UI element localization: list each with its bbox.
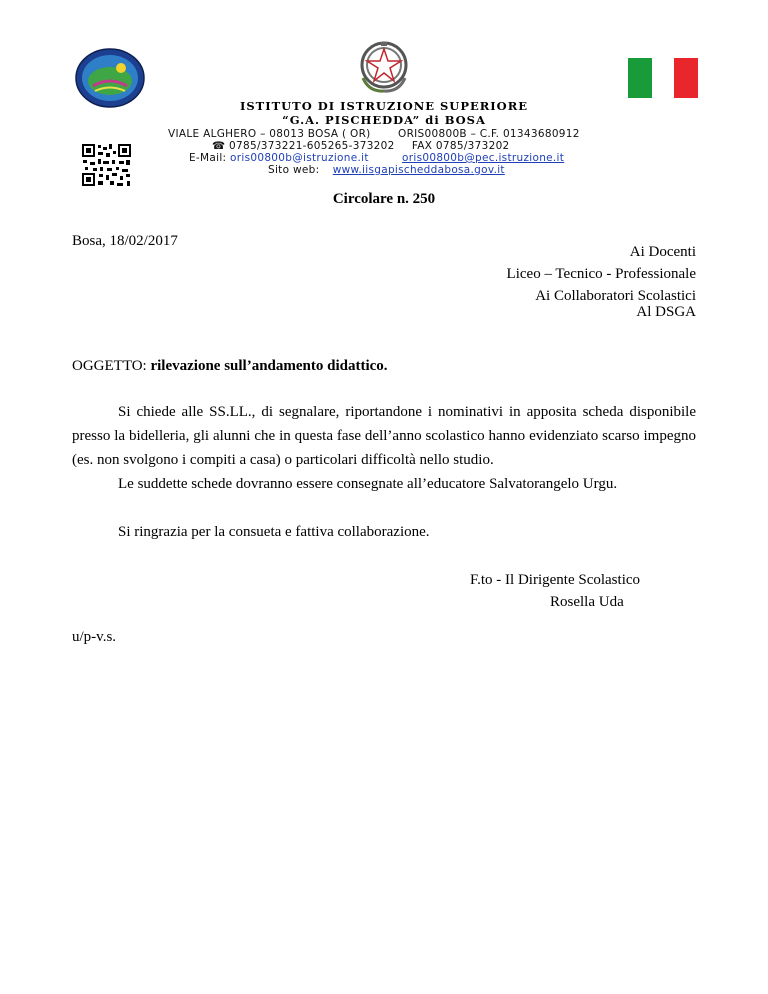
subject-label: OGGETTO: [72,358,147,374]
recipient-3: Ai Collaboratori Scolastici [535,288,696,304]
recipient-4: Al DSGA [636,304,696,320]
email-link[interactable]: oris00800b@istruzione.it [230,152,369,164]
phone-numbers: 0785/373221-605265-373202 [229,140,395,152]
phone-icon: ☎ [212,140,226,152]
qr-code-icon [81,143,132,187]
circular-number: Circolare n. 250 [332,191,436,207]
email-label: E-Mail: [189,152,227,164]
recipient-2: Liceo – Tecnico - Professionale [506,266,696,282]
place-date: Bosa, 18/02/2017 [72,233,178,249]
subject-line [72,357,388,376]
email-line [189,152,564,164]
address: VIALE ALGHERO – 08013 BOSA ( OR) [168,128,371,140]
fax-number: FAX 0785/373202 [411,140,510,152]
web-line [268,164,505,176]
flag-stripe-red [674,58,698,98]
footer-reference: u/p-v.s. [72,629,117,645]
web-label: Sito web: [268,164,320,176]
flag-stripe-white [652,58,674,98]
codes-line [398,128,580,140]
phone-line [212,140,510,152]
body-paragraph-1 [72,400,696,472]
italian-flag-icon [628,58,698,98]
pec-link[interactable]: oris00800b@pec.istruzione.it [402,152,565,164]
signature-name: Rosella Uda [550,594,624,610]
italian-emblem-icon [355,36,413,94]
web-link[interactable]: www.iisgapischeddabosa.gov.it [332,164,505,176]
subject-text: rilevazione sull’andamento didattico. [150,358,388,374]
institute-subname: “G.A. PISCHEDDA” di BOSA [282,113,486,127]
recipient-1: Ai Docenti [629,244,696,260]
thanks-line: Si ringrazia per la consueta e fattiva collaborazione. [118,524,430,540]
institute-name: ISTITUTO DI ISTRUZIONE SUPERIORE [239,99,529,113]
address-line [168,128,371,140]
body-paragraph-2: Le suddette schede dovranno essere consegnate all’educatore Salvatorangelo Urgu. [118,476,618,492]
flag-stripe-green [628,58,652,98]
school-codes: ORIS00800B – C.F. 01343680912 [398,128,580,140]
paragraph-1-text: Si chiede alle SS.LL., di segnalare, riportandone i nominativi in apposita scheda disponibile presso la bidelleria, gli alunni che in questa fase dell’anno scolastico hanno evidenziato scarso impegno (es. non svolgono i compiti a casa) o particolari difficoltà nello studio. [72,404,696,468]
signature-title: F.to - Il Dirigente Scolastico [470,572,641,588]
